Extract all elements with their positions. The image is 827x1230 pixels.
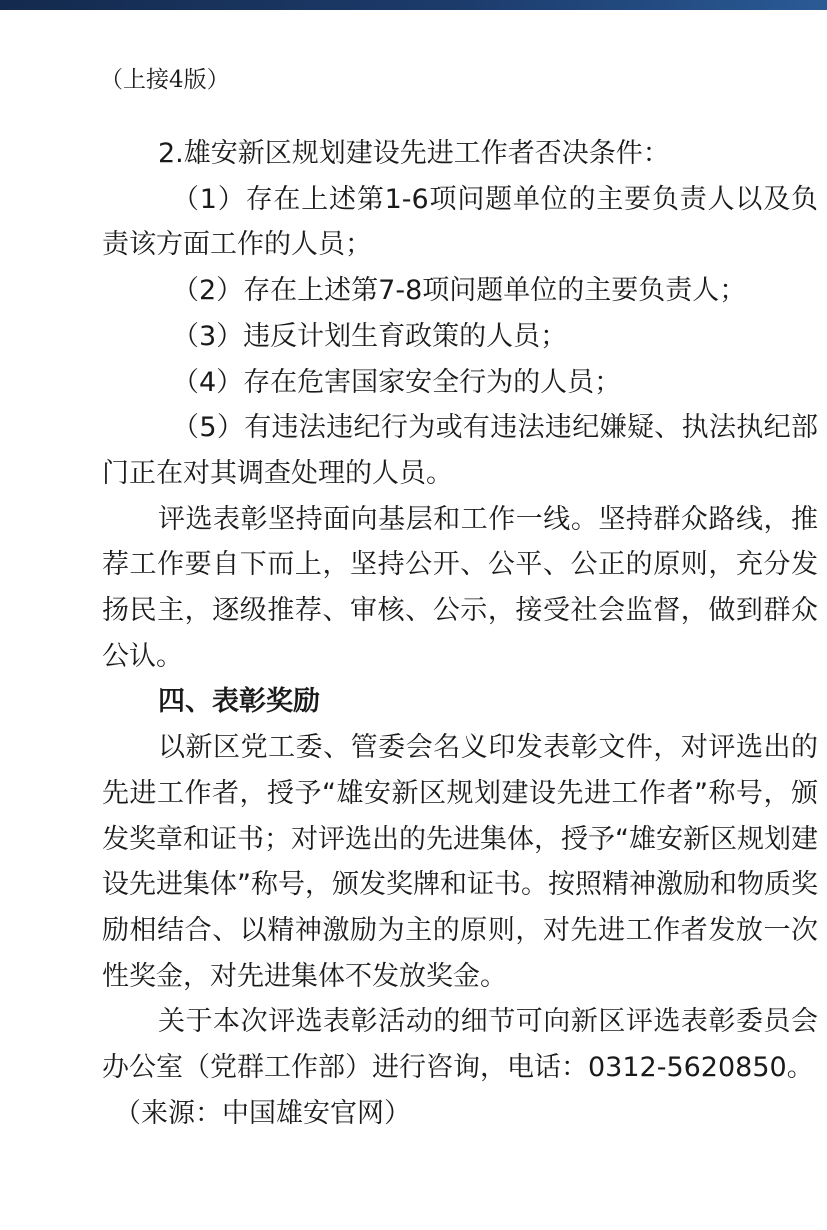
source-note: （来源：中国雄安官网） — [114, 1097, 411, 1129]
paragraph-awards: 以新区党工委、管委会名义印发表彰文件，对评选出的先进工作者，授予“雄安新区规划建设先进工作者”称号，颁发奖章和证书；对评选出的先进集体，授予“雄安新区规划建设先进集体”称号，颁发奖牌和证书。按照精神激励和物质奖励相结合、以精神激励为主的原则，对先进工作者发放一次性奖金，对先进集体不发放奖金。 — [102, 732, 818, 992]
paragraph-veto-item-5: （5）有违法违纪行为或有违法违纪嫌疑、执法执纪部门正在对其调查处理的人员。 — [102, 412, 818, 489]
paragraph-veto-item-1: （1）存在上述第1-6项问题单位的主要负责人以及负责该方面工作的人员； — [102, 183, 818, 261]
section-heading-awards: 四、表彰奖励 — [158, 686, 320, 718]
top-banner-bar — [0, 0, 827, 10]
paragraph-contact: 关于本次评选表彰活动的细节可向新区评选表彰委员会办公室（党群工作部）进行咨询，电话：0312-5620850。 — [102, 1006, 818, 1084]
paragraph-veto-item-3: （3）违反计划生育政策的人员； — [172, 320, 568, 352]
paragraph-veto-item-4: （4）存在危害国家安全行为的人员； — [172, 366, 622, 398]
paragraph-veto-conditions-title: 2.雄安新区规划建设先进工作者否决条件： — [158, 138, 670, 169]
paragraph-selection-principles: 评选表彰坚持面向基层和工作一线。坚持群众路线，推荐工作要自下而上，坚持公开、公平、公正的原则，充分发扬民主，逐级推荐、审核、公示，接受社会监督，做到群众公认。 — [102, 503, 818, 672]
article-body — [102, 131, 818, 1136]
continued-from-note: （上接4版） — [100, 67, 230, 93]
paragraph-veto-item-2: （2）存在上述第7-8项问题单位的主要负责人； — [172, 275, 747, 307]
